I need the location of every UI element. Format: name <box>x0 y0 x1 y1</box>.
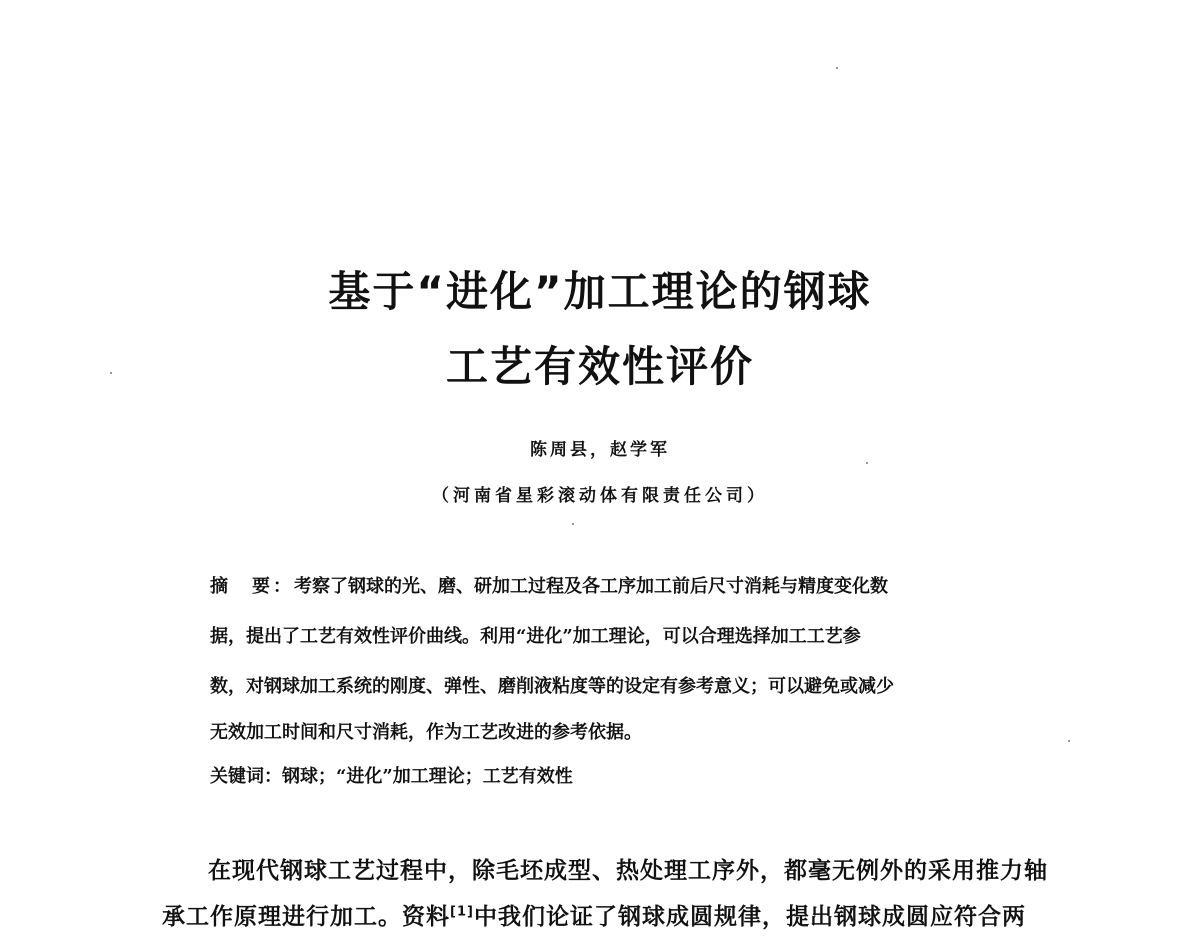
scan-speck <box>836 67 838 69</box>
abstract-text-1: 考察了钢球的光、磨、研加工过程及各工序加工前后尺寸消耗与精度变化数 <box>294 576 888 597</box>
abstract-line-1 <box>210 578 888 596</box>
scan-speck <box>110 372 112 374</box>
affiliation: （河南省星彩滚动体有限责任公司） <box>432 486 768 506</box>
keywords-label: 关键词： <box>210 766 282 787</box>
body-line-2-end: 中我们论证了钢球成圆规律，提出钢球成圆应符合两 <box>473 904 1026 930</box>
body-paragraph-line-2 <box>162 906 1026 929</box>
abstract-label: 摘 要： <box>210 576 294 597</box>
authors: 陈周县，赵学军 <box>530 440 670 460</box>
citation-ref: [1] <box>450 904 474 920</box>
keywords-line <box>210 768 573 786</box>
keywords-text: 钢球；“进化”加工理论；工艺有效性 <box>282 766 573 787</box>
body-line-2-start: 承工作原理进行加工。资料 <box>162 904 450 930</box>
scan-speck <box>866 462 868 464</box>
body-paragraph-line-1: 在现代钢球工艺过程中，除毛坯成型、热处理工序外，都毫无例外的采用推力轴 <box>208 858 1048 884</box>
paper-title-line-2: 工艺有效性评价 <box>445 342 754 391</box>
scan-speck <box>1068 740 1070 742</box>
abstract-line-4: 无效加工时间和尺寸消耗，作为工艺改进的参考依据。 <box>210 722 642 743</box>
scan-speck <box>572 523 574 525</box>
paper-title-line-1: 基于“进化”加工理论的钢球 <box>328 267 872 316</box>
abstract-line-2: 据，提出了工艺有效性评价曲线。利用“进化”加工理论，可以合理选择加工工艺参 <box>210 626 861 647</box>
abstract-line-3: 数，对钢球加工系统的刚度、弹性、磨削液粘度等的设定有参考意义；可以避免或减少 <box>210 676 894 697</box>
